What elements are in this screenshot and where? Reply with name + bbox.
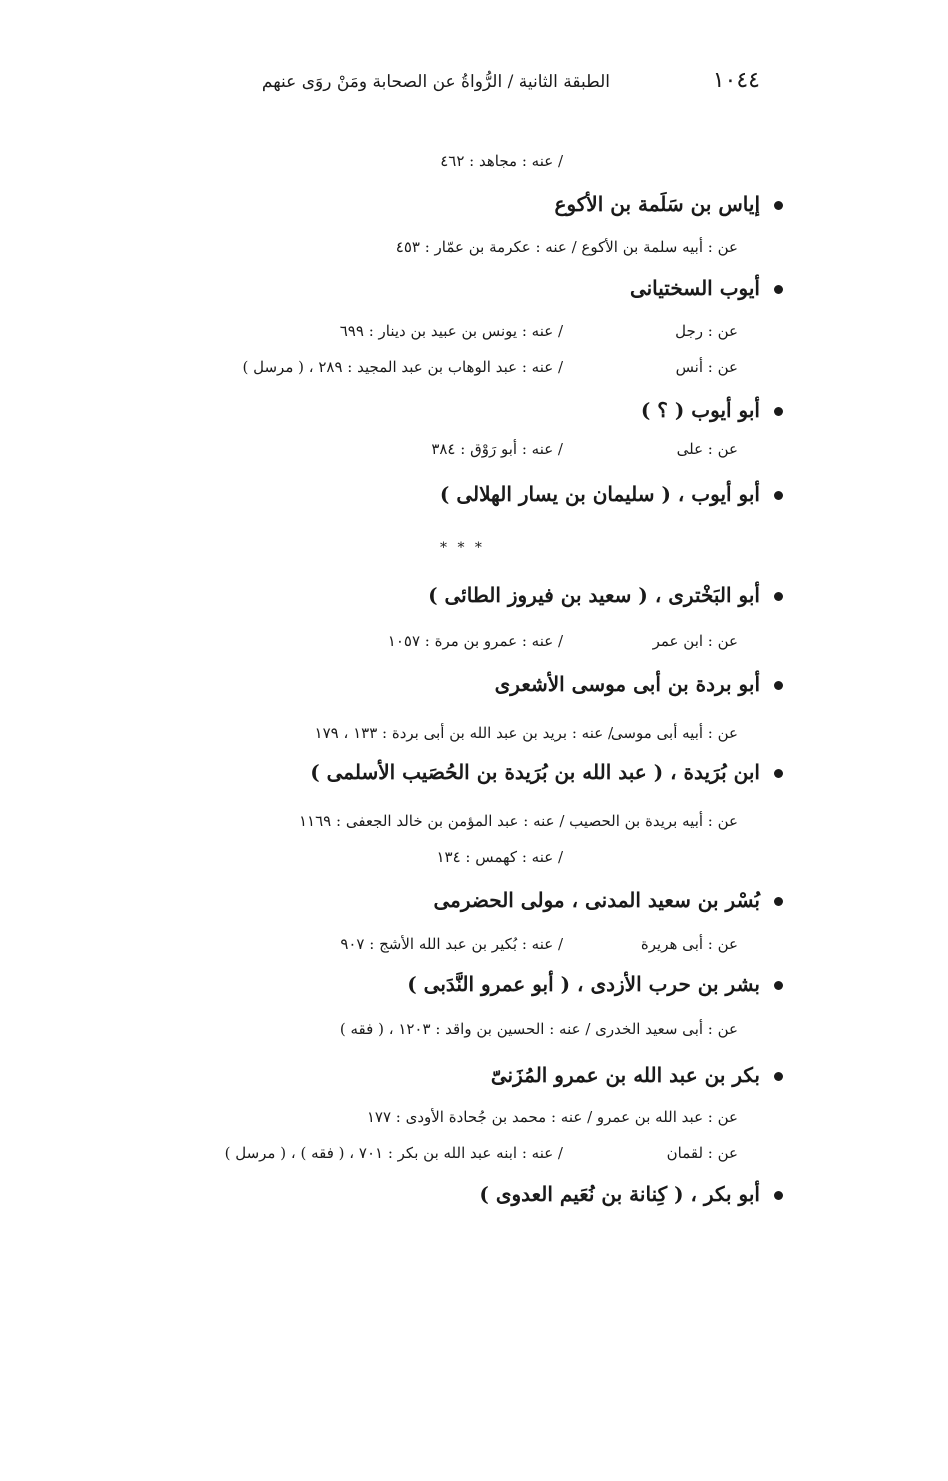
entry-heading [495, 672, 783, 696]
entry-heading [479, 1182, 783, 1206]
bullet-icon [774, 201, 783, 210]
narration-from: عن : أبيه أبى موسى [610, 724, 738, 742]
bullet-icon [774, 407, 783, 416]
narration-from: عن : على [676, 440, 738, 458]
narration-to: / عنه : بريد بن عبد الله بن أبى بردة : ١٣٣ ، ١٧٩ [314, 724, 613, 742]
narration-to: / عنه : عمرو بن مرة : ١٠٥٧ [387, 632, 563, 650]
running-title: الطبقة الثانية / الرُّواةُ عن الصحابة ومَنْ روَى عنهم [261, 72, 610, 92]
narration-to: / عنه : أبو رَوْق : ٣٨٤ [431, 440, 563, 458]
entry-heading [407, 972, 783, 996]
entry-title: أبو بردة بن أبى موسى الأشعرى [494, 672, 760, 696]
entry-title: أبو أيوب ، ( سليمان بن يسار الهلالى ) [439, 482, 760, 506]
bullet-icon [774, 1191, 783, 1200]
bullet-icon [774, 769, 783, 778]
entry-heading [434, 888, 783, 912]
narration-to: / عنه : بُكير بن عبد الله الأشج : ٩٠٧ [340, 935, 563, 953]
bullet-icon [774, 592, 783, 601]
narration-to: / عنه : يونس بن عبيد بن دينار : ٦٩٩ [339, 322, 563, 340]
entry-heading [310, 760, 783, 784]
page-number: ١٠٤٤ [712, 68, 760, 93]
entry-heading [641, 398, 783, 422]
narration-to: / عنه : عبد الوهاب بن عبد المجيد : ٢٨٩ ، ( مرسل ) [242, 358, 563, 376]
entry-title: بكر بن عبد الله بن عمرو المُزَنىّ [490, 1063, 760, 1087]
entry-title: أبو بكر ، ( كِنانة بن نُعَيم العدوى ) [479, 1182, 760, 1206]
entry-heading [630, 276, 783, 300]
entry-heading [428, 583, 783, 607]
entry-title: أيوب السختيانى [629, 276, 760, 300]
section-separator: * * * [440, 540, 485, 556]
entry-title: أبو أيوب ( ؟ ) [640, 398, 760, 422]
entry-title: بُسْر بن سعيد المدنى ، مولى الحضرمى [433, 888, 760, 912]
bullet-icon [774, 1072, 783, 1081]
narration-to: / عنه : ابنه عبد الله بن بكر : ٧٠١ ، ( فقه ) ، ( مرسل ) [224, 1144, 563, 1162]
entry-title: بشر بن حرب الأزدى ، ( أبو عمرو النَّدَبى ) [407, 972, 760, 996]
narration-line: عن : أبيه سلمة بن الأكوع / عنه : عكرمة بن عمّار : ٤٥٣ [395, 238, 738, 256]
entry-heading [491, 1063, 783, 1087]
narration-from: عن : ابن عمر [652, 632, 738, 650]
narration-line: عن : عبد الله بن عمرو / عنه : محمد بن جُحادة الأودى : ١٧٧ [366, 1108, 738, 1126]
narration-line: عن : أبيه بريدة بن الحصيب / عنه : عبد المؤمن بن خالد الجعفى : ١١٦٩ [299, 812, 738, 830]
entry-title: أبو البَخْترى ، ( سعيد بن فيروز الطائى ) [428, 583, 760, 607]
narration-from: عن : لقمان [666, 1144, 738, 1162]
narration-line: / عنه : كهمس : ١٣٤ [436, 848, 563, 866]
narration-from: عن : أبى هريرة [640, 935, 738, 953]
bullet-icon [774, 981, 783, 990]
narration-line: عن : أبى سعيد الخدرى / عنه : الحسين بن واقد : ١٢٠٣ ، ( فقه ) [339, 1020, 738, 1038]
bullet-icon [774, 491, 783, 500]
narration-from: عن : أنس [675, 358, 738, 376]
bullet-icon [774, 681, 783, 690]
entry-heading [555, 192, 783, 216]
narration-from: عن : رجل [675, 322, 738, 340]
entry-title: ابن بُرَيدة ، ( عبد الله بن بُرَيدة بن الحُصَيب الأسلمى ) [310, 760, 760, 784]
bullet-icon [774, 285, 783, 294]
bullet-icon [774, 897, 783, 906]
narration-line: / عنه : مجاهد : ٤٦٢ [440, 152, 563, 170]
entry-title: إياس بن سَلَمة بن الأكوع [554, 192, 760, 216]
entry-heading [440, 482, 783, 506]
